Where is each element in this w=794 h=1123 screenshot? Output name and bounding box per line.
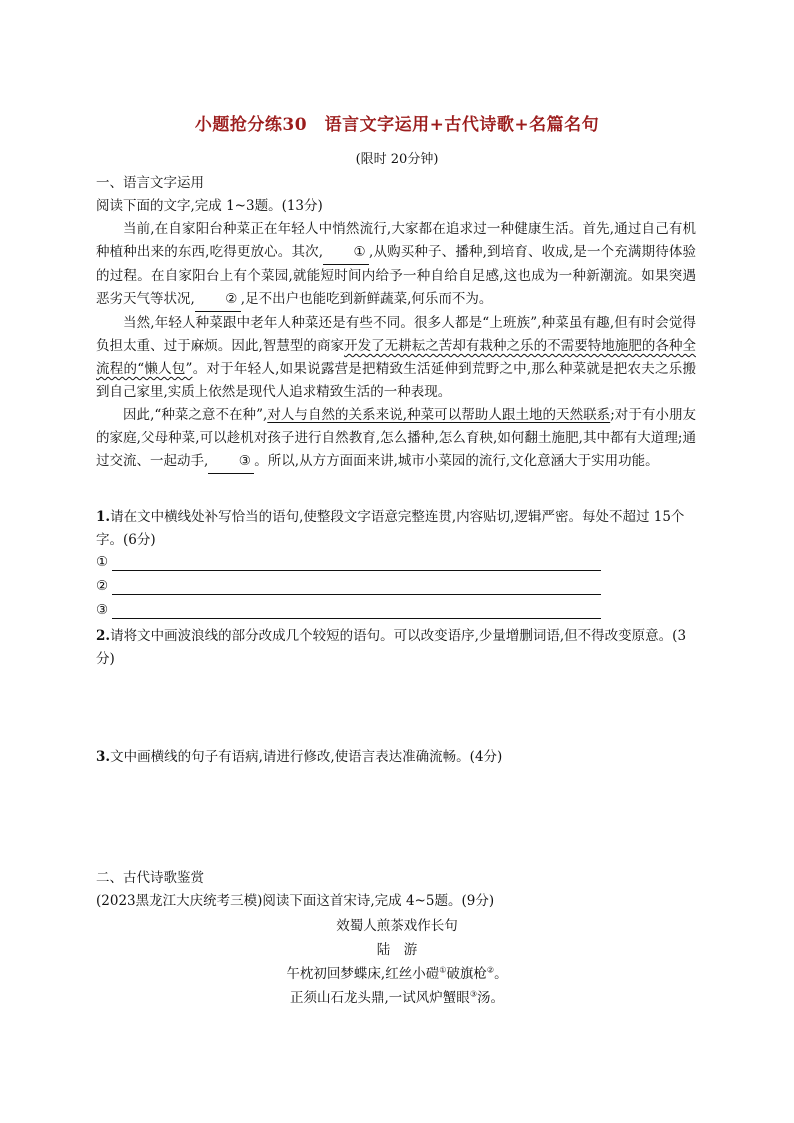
section1-header — [96, 172, 696, 218]
passage-paragraph-2: 当然,年轻人种菜跟中老年人种菜还是有些不同。很多人都是“上班族”,种菜虽有趣,但有时会觉得负担太重、过于麻烦。因此,智慧型的商家开发了无耕耘之苦却有栽种之乐的不需要特地施肥的各种全流程的“懒人包”。对于年轻人,如果说露营是把精致生活延伸到荒野之中,那么种菜就是把农夫之乐搬到自己家里,实质上依然是现代人追求精致生活的一种表现。 — [96, 315, 696, 400]
underlined-text: 对人与自然的关系来说,种菜可以帮助人跟土地的天然联系 — [267, 407, 611, 423]
poem-title: 效蜀人煎茶戏作长句 — [336, 918, 458, 934]
footnote-marker: ③ — [469, 989, 477, 999]
section1-intro: 阅读下面的文字,完成 1~3题。(13分) — [96, 198, 323, 214]
answer-line-1[interactable]: ① — [96, 554, 601, 574]
passage-paragraph-3: 因此,“种菜之意不在种”,对人与自然的关系来说,种菜可以帮助人跟土地的天然联系;对于有小朋友的家庭,父母种菜,可以趁机对孩子进行自然教育,怎么播种,怎么育秧,如何翻土施肥,其中都有大道理;通过交流、一起动手, ③ 。所以,从方方面面来讲,城市小菜园的流行,文化意涵大于实用功能。 — [96, 404, 696, 474]
answer-line-2[interactable]: ② — [96, 578, 601, 598]
section1-heading: 一、语言文字运用 — [96, 175, 204, 191]
page-title: 小题抢分练30 语言文字运用+古代诗歌+名篇名句 — [194, 115, 600, 135]
wavy-underlined-text: 开发了无耕耘之苦却有栽种之乐的不需要特地施肥的各种全流程的“懒人包” — [96, 338, 696, 377]
section2-heading: 二、古代诗歌鉴赏 — [96, 870, 204, 886]
question-1: 1.请在文中横线处补写恰当的语句,使整段文字语意完整连贯,内容贴切,逻辑严密。每处不超过 15个字。(6分) — [96, 509, 685, 548]
footnote-marker: ② — [486, 965, 495, 975]
blank-3: ③ — [208, 450, 254, 474]
footnote-marker: ① — [439, 965, 447, 975]
poem-author: 陆 游 — [376, 942, 418, 958]
question-2: 2.请将文中画波浪线的部分改成几个较短的语句。可以改变语序,少量增删词语,但不得改变原意。(3分) — [96, 628, 687, 667]
poem-line-2: 正须山石龙头鼎,一试风炉蟹眼③汤。 — [290, 989, 504, 1006]
poem-line-1: 午枕初回梦蝶床,红丝小磑①破旗枪②。 — [286, 965, 508, 982]
answer-line-3[interactable]: ③ — [96, 602, 601, 622]
blank-1: ① — [323, 241, 369, 265]
blank-2: ② — [195, 288, 241, 312]
section2-intro: (2023黑龙江大庆统考三模)阅读下面这首宋诗,完成 4~5题。(9分) — [96, 893, 495, 909]
question-3: 3.文中画横线的句子有语病,请进行修改,使语言表达准确流畅。(4分) — [96, 749, 503, 765]
section2-header — [96, 867, 696, 913]
passage — [96, 218, 696, 474]
time-limit: (限时 20分钟) — [355, 152, 439, 167]
passage-paragraph-1: 当前,在自家阳台种菜正在年轻人中悄然流行,大家都在追求过一种健康生活。首先,通过自己有机种植种出来的东西,吃得更放心。其次, ① ,从购买种子、播种,到培育、收成,是一个充满期待体验的过程。在自家阳台上有个菜园,就能短时间内给予一种自给自足感,这也成为一种新潮流。如果突遇恶劣天气等状况, ② ,足不出户也能吃到新鲜蔬菜,何乐而不为。 — [96, 218, 696, 312]
